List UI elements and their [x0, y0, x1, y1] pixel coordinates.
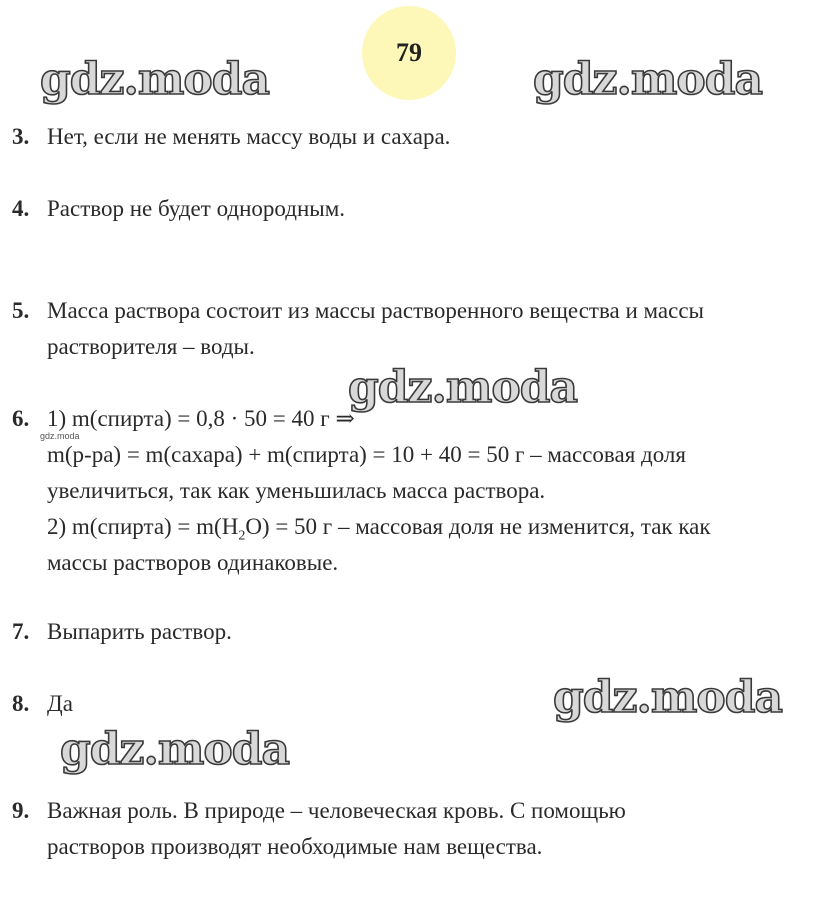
formula-after: O) = 50 г – массовая доля не изменится, так как: [245, 514, 711, 539]
text-line: Выпарить раствор.: [47, 619, 232, 644]
text-line: Нет, если не менять массу воды и сахара.: [47, 124, 451, 149]
item-number: 6.: [12, 406, 30, 431]
item-number: 3.: [12, 124, 30, 149]
text-line: растворов производят необходимые нам вещества.: [47, 834, 543, 859]
item-text: [47, 793, 827, 865]
watermark-top-left: gdz.moda: [40, 54, 270, 105]
text-line: m(р-ра) = m(сахара) + m(спирта) = 10 + 40 = 50 г – массовая доля: [47, 442, 686, 467]
formula-subscript: 2: [238, 528, 246, 544]
formula-before: 2) m(спирта) = m(H: [47, 514, 239, 539]
item-number: 9.: [12, 798, 30, 823]
item-text: [47, 686, 827, 722]
page-number: 79: [396, 38, 422, 67]
item-text: [47, 191, 827, 227]
item-text: [47, 401, 827, 581]
text-line: Да: [47, 691, 73, 716]
watermark-lower-left: gdz.moda: [60, 724, 290, 775]
text-line-with-formula: [47, 509, 827, 545]
watermark-small: gdz.moda: [40, 431, 80, 441]
item-number: 5.: [12, 298, 30, 323]
text-line: увеличиться, так как уменьшилась масса раствора.: [47, 478, 546, 503]
text-line: Важная роль. В природе – человеческая кровь. С помощью: [47, 798, 626, 823]
text-line: Раствор не будет однородным.: [47, 196, 346, 221]
watermark-lower-right: gdz.moda: [553, 672, 783, 723]
text-line: 1) m(спирта) = 0,8 · 50 = 40 г ⇒: [47, 406, 355, 431]
item-number: 8.: [12, 691, 30, 716]
watermark-top-right: gdz.moda: [533, 54, 763, 105]
text-line: массы растворов одинаковые.: [47, 550, 339, 575]
item-text: [47, 614, 827, 650]
item-text: [47, 293, 827, 365]
item-text: [47, 119, 827, 155]
page-number-badge: [362, 6, 456, 100]
item-number: 4.: [12, 196, 30, 221]
text-line: Масса раствора состоит из массы растворенного вещества и массы: [47, 298, 705, 323]
text-line: растворителя – воды.: [47, 334, 255, 359]
watermark-middle: gdz.moda: [348, 362, 578, 413]
item-number: 7.: [12, 619, 30, 644]
